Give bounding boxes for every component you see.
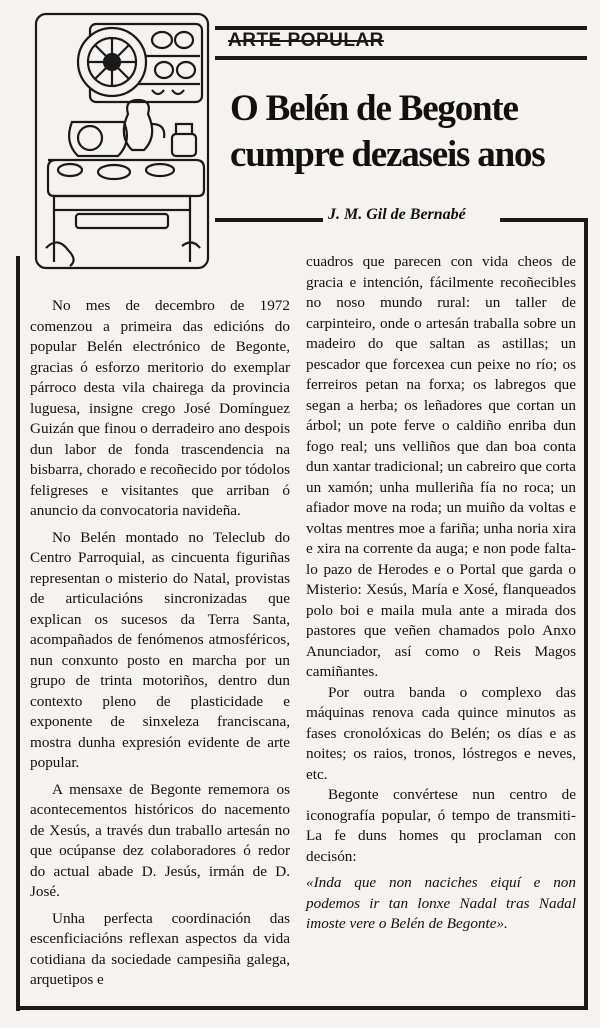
byline-rule-right [500,218,587,222]
paragraph: Unha perfecta coordinación das escenficiacións reflexan aspectos da vida cotidiana da sociedade campesiña galega, arquetipos e [30,909,290,988]
paragraph: cuadros que parecen con vida cheos de gracia e intención, fácilmente recoñecibles no noso mundo rural: un taller de carpinteiro, onde o artesán traballa sobre un madeiro do que saltan as astillas; un pescador que forcexea cun peixe no río; os ferreiros petan na forxa; os labregos que segan a herba; os leñadores que cortan un árbol; un pote ferve o caldiño enriba dun fogo real; uns velliños que dan boa conta dun xantar tradicional; un cabreiro que corta un xamón; unha mulleriña fía no roca; un afiador move na roda; un muiño da voltas e voltas mentres moe a fariña; unha noria xira e xira na corrente da auga; e non pode falta-lo pazo de Herodes e o Portal que garda o Misterio: Xesús, María e Xosé, flanqueados polo boi e maila mula ante a mirada dos pastores que veñen chamados polo Anxo Anunciador, así como o Reis Magos camiñantes. [306,253,576,680]
article-column-left [30,296,290,991]
article-column-right [306,252,576,935]
paragraph: A mensaxe de Begonte rememora os acontecementos históricos do nacemento de Xesús, a través dun traballo artesán no que ocúpanse dez colaboradores ó redor do actual abade D. Jesús, irmán de D. José. [30,780,290,900]
paragraph: Begonte convértese nun centro de iconografía popular, ó tempo de transmiti-La fe duns homes qu proclaman con decisón: [306,786,576,865]
closing-quote: «Inda que non naciches eiquí e non podemos ir tan lonxe Nadal tras Nadal imoste vere o Belén de Begonte». [306,874,576,932]
headline: O Belén de Begonte cumpre dezaseis anos [230,88,545,175]
byline-rule-left [215,218,323,222]
section-label: ARTE POPULAR [228,30,384,51]
newspaper-clipping [10,8,592,1020]
right-border-rule [584,218,588,1010]
paragraph: No mes de decembro de 1972 comenzou a primeira das edicións do popular Belén electrónico de Begonte, gracias ó esforzo meritorio do exemplar párroco desta vila chairega da provincia luguesa, insigne crego José Domínguez Guizán que finou o derradeiro ano despois dun labor de fonda trascendencia na bisbarra, chorado e recoñecido por tódolos feligreses e visitantes que arriban ó anuncio da convocatoria navideña. [30,297,290,519]
section-rule [215,56,587,60]
byline: J. M. Gil de Bernabé [328,206,466,223]
left-border-rule [16,256,20,1011]
paragraph: No Belén montado no Teleclub do Centro Parroquial, as cincuenta figuriñas representan o misterio do Natal, provistas de articulacións sincronizadas que explican os sucesos da Terra Santa, acompañados de fenómenos atmosféricos, nun conxunto posto en marcha por un grupo de trinta motoriños, dentro dun contexto pleno de plasticidade e exponente de sinxeleza franciscana, mostra dunha expresión evidente de arte popular. [30,528,290,771]
paragraph: Por outra banda o complexo das máquinas renova cada quince minutos as fases cronolóxicas do Belén; os días e as noites; os raios, tronos, lóstregos e neves, etc. [306,683,576,783]
bottom-rule [16,1006,588,1010]
kitchen-illustration [32,10,212,272]
